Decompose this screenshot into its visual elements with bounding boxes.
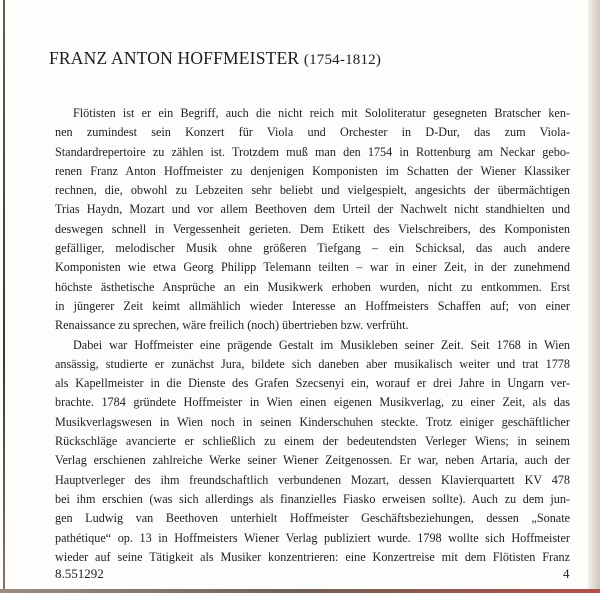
text-line: nen zumindest sein Konzert für Viola und Orchester in D-Dur, das zum Viola- bbox=[55, 125, 570, 140]
page-right-edge bbox=[588, 0, 600, 593]
text-line: Renaissance zu sprechen, wäre freilich (noch) übertrieben bzw. verfrüht. bbox=[55, 318, 409, 333]
text-line: in jüngerer Zeit keimt allmählich wieder Interesse an Hoffmeisters Schaffen auf; von einer bbox=[55, 298, 570, 313]
page-number: 4 bbox=[563, 566, 570, 581]
text-line: wieder auf seine Tätigkeit als Musiker konzentrieren: eine Konzertreise mit dem Flötisten Franz bbox=[55, 549, 570, 564]
text-line: rechnen, die, obwohl zu Lebzeiten sehr beliebt und vielgespielt, angesichts der übermächtigen bbox=[55, 183, 570, 198]
page-title bbox=[49, 48, 381, 69]
text-line: ansässig, studierte er zunächst Jura, bildete sich daneben aber musikalisch weiter und trat 1778 bbox=[55, 356, 570, 371]
text-line: brachte. 1784 gründete Hoffmeister in Wien einen eigenen Musikverlag, zu einer Zeit, als das bbox=[55, 395, 570, 410]
text-line: Standardrepertoire zu zählen ist. Trotzdem muß man den 1754 in Rottenburg am Neckar gebo- bbox=[55, 144, 570, 159]
text-line: renen Franz Anton Hoffmeister zu denjenigen Komponisten im Schatten der Wiener Klassiker bbox=[55, 163, 570, 178]
text-line: bei ihm erschien (was sich allerdings als finanzielles Fiasko erweisen sollte). Auch zu dem jun- bbox=[55, 491, 570, 506]
page-binding-edge bbox=[3, 0, 5, 593]
text-line: Trias Haydn, Mozart und vor allem Beethoven dem Urteil der Nachwelt nicht standhielten und bbox=[55, 202, 570, 217]
text-line: Flötisten ist er ein Begriff, auch die nicht reich mit Sololiteratur gesegneten Bratscher ken- bbox=[73, 106, 570, 120]
composer-name: FRANZ ANTON HOFFMEISTER bbox=[49, 48, 300, 68]
text-line: pathétique“ op. 13 in Hoffmeisters Wiener Verlag publiziert wurde. 1798 wollte sich Hoffmeister bbox=[55, 530, 570, 545]
page-bottom-edge bbox=[0, 589, 600, 593]
composer-dates: (1754-1812) bbox=[303, 52, 382, 68]
text-line: Komponisten wie etwa Georg Philipp Telemann teilten – war in einer Zeit, in der zunehmend bbox=[55, 260, 570, 275]
text-line: höchste ästhetische Ansprüche an ein Musikwerk erhoben wurden, nicht zu entkommen. Erst bbox=[55, 279, 570, 294]
text-line: Verlag erschienen zahlreiche Werke seiner Wiener Zeitgenossen. Er war, neben Artaria, auch der bbox=[55, 453, 570, 468]
text-line: als Kapellmeister in die Dienste des Grafen Szecsenyi ein, worauf er drei Jahre in Ungarn ver- bbox=[55, 376, 570, 391]
text-line: gefälliger, melodischer Musik ohne größeren Tiefgang – ein Schicksal, das auch andere bbox=[55, 241, 570, 256]
text-line: Musikverlagswesen in Wien noch in seinen Kinderschuhen steckte. Trotz einiger geschäftlicher bbox=[55, 414, 570, 429]
text-line: deswegen schnell in Vergessenheit gerieten. Dem Etikett des Vielschreibers, des Komponisten bbox=[55, 221, 570, 236]
text-line: Rückschläge avancierte er schließlich zu einem der bedeutendsten Verleger Wiens; in seinem bbox=[55, 434, 570, 449]
text-line: Hauptverleger des ihm freundschaftlich verbundenen Mozart, dessen Klavierquartett KV 478 bbox=[55, 472, 570, 487]
text-line: Dabei war Hoffmeister eine prägende Gestalt im Musikleben seiner Zeit. Seit 1768 in Wien bbox=[73, 337, 570, 352]
catalog-number: 8.551292 bbox=[55, 566, 104, 581]
text-line: gen Ludwig van Beethoven unterhielt Hoffmeister Geschäftsbeziehungen, dessen „Sonate bbox=[55, 511, 570, 526]
body-text bbox=[55, 104, 570, 567]
